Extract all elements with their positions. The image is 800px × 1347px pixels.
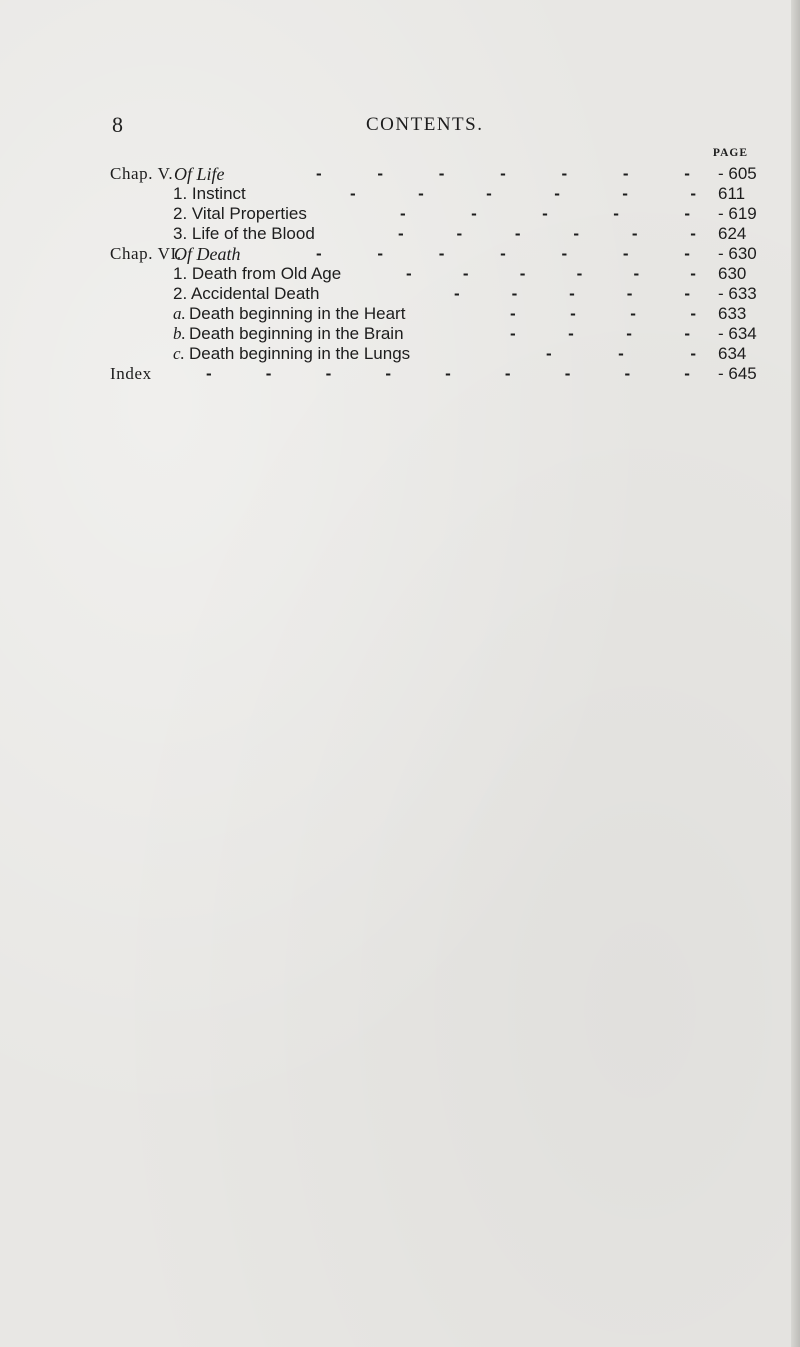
page-ref: 624 [718, 224, 747, 243]
subsection-title: Death beginning in the Heart [189, 304, 406, 323]
dot-leaders: - - - - - - - [316, 164, 690, 183]
subsection-title: Death beginning in the Brain [189, 324, 404, 343]
subsection-title: Death beginning in the Lungs [189, 344, 411, 363]
toc-subsection-row[interactable] [110, 324, 757, 344]
toc-chapter-row[interactable] [110, 244, 757, 264]
toc-chapter-row[interactable] [110, 164, 757, 184]
dot-leaders: - - - - - [400, 204, 690, 223]
section-title: 1. Instinct [173, 184, 246, 203]
running-title: CONTENTS. [366, 114, 484, 135]
chapter-label: Chap. V. [110, 164, 174, 183]
chapter-label: Chap. VI. [110, 244, 182, 263]
dot-leaders: - - - - - - - [316, 244, 690, 263]
dot-leaders: - - - - - - [406, 264, 696, 283]
page-ref: - 619 [718, 204, 757, 223]
page-ref: 611 [718, 184, 746, 203]
page-edge [791, 0, 800, 1347]
dot-leaders: - - - - - - [398, 224, 696, 243]
page-ref: - 630 [718, 244, 757, 263]
toc-section-row[interactable] [110, 204, 757, 224]
dot-leaders: - - - - - - [350, 184, 696, 203]
chapter-title: Of Life [174, 164, 225, 184]
dot-leaders: - - - - [510, 304, 696, 323]
page-ref: 633 [718, 304, 747, 323]
toc-section-row[interactable] [110, 184, 754, 204]
section-title: 3. Life of the Blood [173, 224, 315, 243]
toc-section-row[interactable] [110, 284, 757, 304]
page-ref: - 645 [718, 364, 757, 383]
page-ref: - 605 [718, 164, 757, 183]
toc-section-row[interactable] [110, 224, 754, 244]
toc-subsection-row[interactable] [110, 344, 754, 364]
section-title: 2. Vital Properties [173, 204, 307, 223]
dot-leaders: - - - - - - - - - [206, 364, 690, 383]
dot-leaders: - - - [546, 344, 696, 363]
page-header [112, 112, 752, 138]
page-column-label: PAGE [712, 147, 748, 159]
chapter-title: Of Death [174, 244, 241, 264]
toc-section-row[interactable] [110, 264, 754, 284]
subsection-marker: a. [173, 304, 186, 323]
page-ref: - 634 [718, 324, 757, 343]
index-label: Index [110, 364, 152, 383]
section-title: 2. Accidental Death [173, 284, 320, 303]
page-ref: 634 [718, 344, 747, 363]
subsection-marker: c. [173, 344, 185, 363]
dot-leaders: - - - - - [454, 284, 690, 303]
toc-subsection-row[interactable] [110, 304, 754, 324]
section-title: 1. Death from Old Age [173, 264, 342, 283]
subsection-marker: b. [173, 324, 186, 343]
page-ref: - 633 [718, 284, 757, 303]
toc-index-row[interactable] [110, 364, 757, 384]
page-ref: 630 [718, 264, 747, 283]
page-number: 8 [112, 112, 123, 137]
dot-leaders: - - - - [510, 324, 690, 343]
